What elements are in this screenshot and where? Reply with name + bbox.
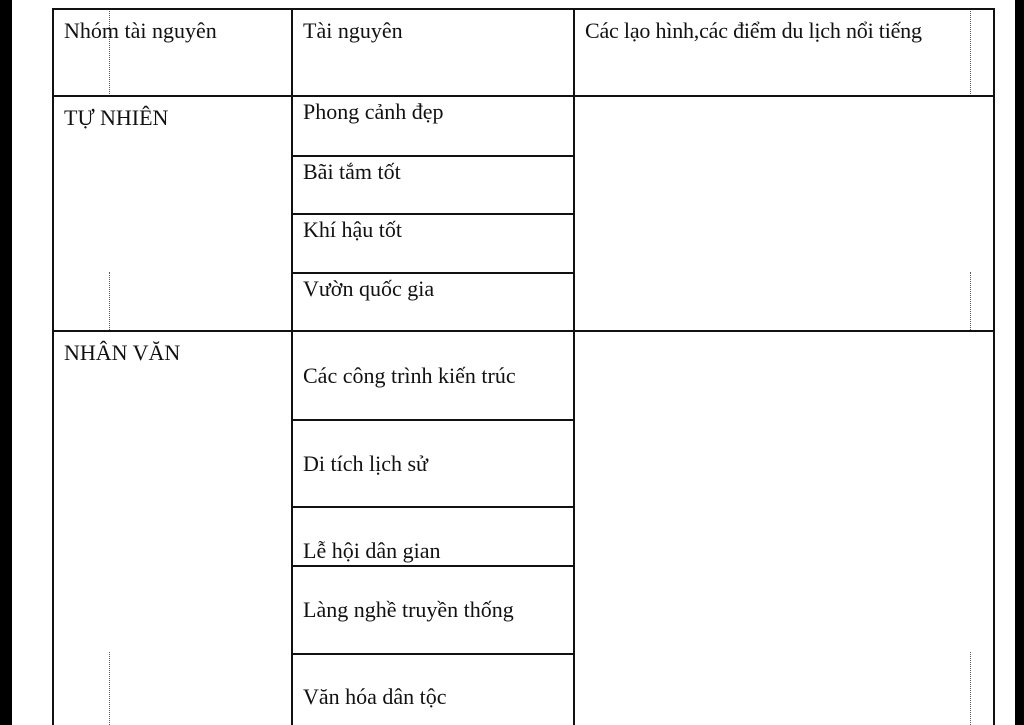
- resource-cell: Phong cảnh đẹp: [303, 99, 444, 124]
- table-border-left: [52, 8, 54, 725]
- resource-cell: Các công trình kiến trúc: [303, 363, 516, 388]
- table-border-top: [52, 8, 995, 10]
- row-divider: [292, 565, 574, 567]
- resource-cell: Vườn quốc gia: [303, 276, 435, 301]
- text-boundary-guide-left-bottom: [109, 652, 110, 725]
- row-divider: [292, 506, 574, 508]
- table-border-right: [993, 8, 995, 725]
- row-divider: [292, 155, 574, 157]
- resource-cell: Lễ hội dân gian: [303, 538, 441, 563]
- row-divider: [292, 419, 574, 421]
- text-boundary-guide-right-bottom: [970, 652, 971, 725]
- resource-cell: Làng nghề truyền thống: [303, 597, 514, 622]
- text-boundary-guide-right-top: [970, 8, 971, 94]
- group-name-cultural: NHÂN VĂN: [64, 340, 181, 365]
- row-divider: [292, 653, 574, 655]
- group-divider: [52, 330, 995, 332]
- text-boundary-guide-right-mid: [970, 272, 971, 330]
- resource-cell: Di tích lịch sử: [303, 451, 428, 476]
- group-name-natural: TỰ NHIÊN: [64, 105, 169, 130]
- row-divider: [292, 272, 574, 274]
- resource-cell: Bãi tắm tốt: [303, 159, 401, 184]
- text-boundary-guide-left-mid: [109, 272, 110, 330]
- header-group: Nhóm tài nguyên: [64, 18, 217, 43]
- header-resource: Tài nguyên: [303, 18, 403, 43]
- header-places: Các lạo hình,các điểm du lịch nổi tiếng: [585, 18, 922, 43]
- resource-cell: Văn hóa dân tộc: [303, 684, 447, 709]
- document-page: [12, 0, 1015, 725]
- resource-cell: Khí hậu tốt: [303, 217, 402, 242]
- table-border-header-bottom: [52, 95, 995, 97]
- column-divider-1: [291, 8, 293, 725]
- row-divider: [292, 213, 574, 215]
- column-divider-2: [573, 8, 575, 725]
